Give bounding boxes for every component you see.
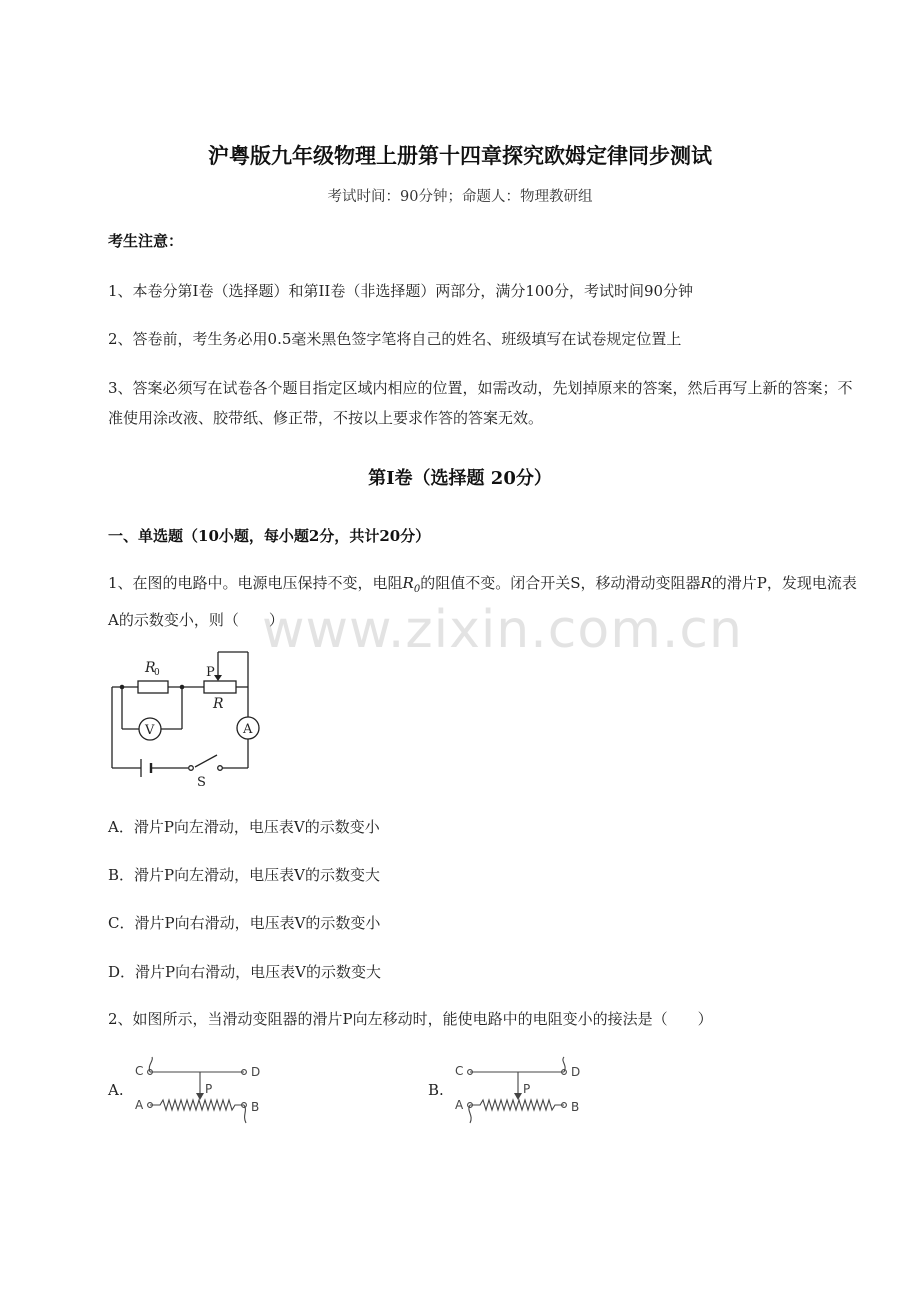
q2-option-a-rheostat bbox=[130, 1055, 270, 1127]
q2-option-a-label[interactable]: A. bbox=[108, 1081, 124, 1099]
notice-item-3: 3、答案必须写在试卷各个题目指定区域内相应的位置，如需改动，先划掉原来的答案，然后再写上新的答案；不准使用涂改液、胶带纸、修正带，不按以上要求作答的答案无效。 bbox=[108, 379, 853, 427]
slider-p: P bbox=[523, 1082, 531, 1096]
label-p: P bbox=[206, 665, 215, 680]
q1-option-b[interactable]: B．滑片P向左滑动，电压表V的示数变大 bbox=[108, 866, 380, 884]
terminal-b: B bbox=[251, 1100, 260, 1114]
notice-item-2: 2、答卷前，考生务必用0.5毫米黑色签字笔将自己的姓名、班级填写在试卷规定位置上 bbox=[108, 330, 682, 348]
question-1-stem: 1、在图的电路中。电源电压保持不变，电阻$R_0$的阻值不变。闭合开关S，移动滑动变阻器R的滑片P，发现电流表A的示数变小，则（ ） bbox=[108, 574, 857, 629]
section-title: 第I卷（选择题 20分） bbox=[368, 468, 552, 489]
watermark: www.zixin.com.cn bbox=[262, 600, 743, 660]
slider-p: P bbox=[205, 1082, 213, 1096]
terminal-b: B bbox=[571, 1100, 580, 1114]
exam-subtitle: 考试时间：90分钟；命题人：物理教研组 bbox=[327, 189, 593, 205]
ammeter-label: A bbox=[243, 722, 253, 737]
part-heading: 一、单选题（10小题，每小题2分，共计20分） bbox=[108, 527, 431, 545]
notice-item-1: 1、本卷分第I卷（选择题）和第II卷（非选择题）两部分，满分100分，考试时间90分钟 bbox=[108, 282, 694, 300]
label-r0-sub: 0 bbox=[154, 668, 160, 678]
terminal-c: C bbox=[455, 1064, 464, 1078]
circuit-diagram bbox=[100, 640, 270, 790]
exam-title: 沪粤版九年级物理上册第十四章探究欧姆定律同步测试 bbox=[208, 143, 712, 168]
q1-option-c[interactable]: C．滑片P向右滑动，电压表V的示数变小 bbox=[108, 914, 381, 932]
terminal-a: A bbox=[455, 1098, 464, 1112]
terminal-d: D bbox=[571, 1065, 581, 1079]
q2-option-b-rheostat bbox=[450, 1055, 590, 1127]
terminal-a: A bbox=[135, 1098, 144, 1112]
terminal-d: D bbox=[251, 1065, 261, 1079]
q1-option-a[interactable]: A．滑片P向左滑动，电压表V的示数变小 bbox=[108, 818, 380, 836]
q1-option-d[interactable]: D．滑片P向右滑动，电压表V的示数变大 bbox=[108, 963, 381, 981]
switch-label: S bbox=[197, 775, 206, 790]
label-r0: R bbox=[145, 660, 156, 676]
label-r: R bbox=[213, 696, 224, 712]
terminal-c: C bbox=[135, 1064, 144, 1078]
notice-heading: 考生注意： bbox=[108, 232, 184, 250]
q2-option-b-label[interactable]: B. bbox=[428, 1081, 444, 1099]
voltmeter-label: V bbox=[145, 723, 155, 738]
question-2-stem: 2、如图所示，当滑动变阻器的滑片P向左移动时，能使电路中的电阻变小的接法是（ ） bbox=[108, 1010, 713, 1028]
